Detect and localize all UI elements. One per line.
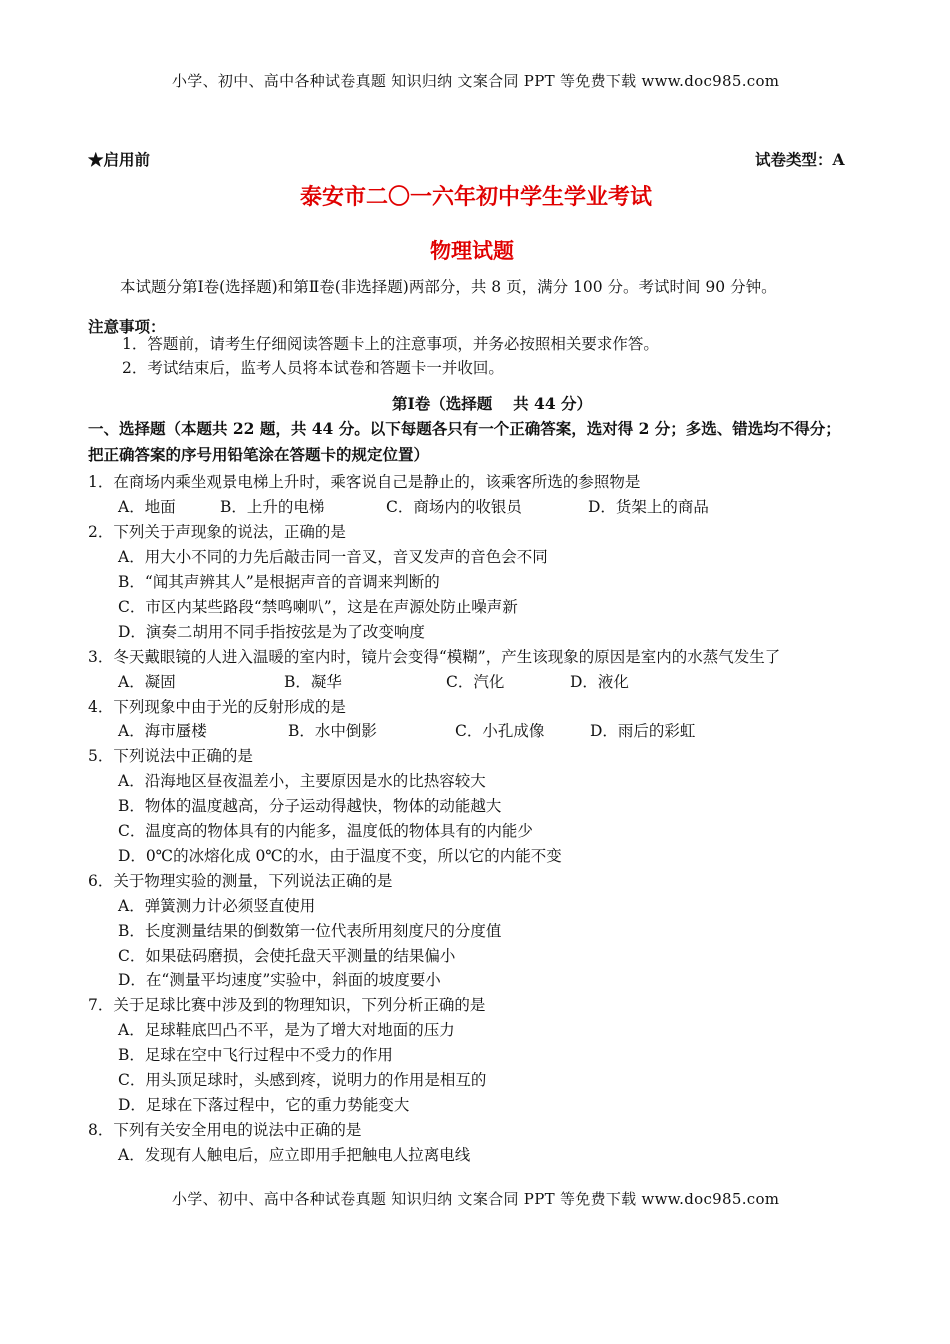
- question-stem: 8．下列有关安全用电的说法中正确的是: [88, 1121, 362, 1139]
- question-stem: 3．冬天戴眼镜的人进入温暖的室内时，镜片会变得“模糊”，产生该现象的原因是室内的水蒸气发生了: [88, 648, 781, 666]
- option: A．足球鞋底凹凸不平，是为了增大对地面的压力: [118, 1021, 455, 1039]
- option: C．汽化: [446, 673, 505, 691]
- question-stem: 7．关于足球比赛中涉及到的物理知识，下列分析正确的是: [88, 996, 486, 1014]
- option: A．凝固: [118, 673, 176, 691]
- subject-title: 物理试题: [430, 238, 514, 263]
- question-stem: 2．下列关于声现象的说法，正确的是: [88, 523, 346, 541]
- notice-item: 2．考试结束后，监考人员将本试卷和答题卡一并收回。: [122, 359, 504, 377]
- option: C．温度高的物体具有的内能多，温度低的物体具有的内能少: [118, 822, 533, 840]
- option: B．上升的电梯: [220, 498, 325, 516]
- intro-text: 本试题分第Ⅰ卷(选择题)和第Ⅱ卷(非选择题)两部分，共 8 页，满分 100 分。考试时间 90 分钟。: [120, 278, 777, 296]
- option: B．足球在空中飞行过程中不受力的作用: [118, 1046, 393, 1064]
- option: A．发现有人触电后，应立即用手把触电人拉离电线: [118, 1146, 471, 1164]
- option: C．商场内的收银员: [386, 498, 522, 516]
- option: C．如果砝码磨损，会使托盘天平测量的结果偏小: [118, 947, 456, 965]
- confidential-mark: ★启用前: [88, 150, 151, 169]
- option: A．弹簧测力计必须竖直使用: [118, 897, 316, 915]
- page-footer: 小学、初中、高中各种试卷真题 知识归纳 文案合同 PPT 等免费下载 www.doc985.com: [172, 1190, 780, 1208]
- option: D．0℃的冰熔化成 0℃的水，由于温度不变，所以它的内能不变: [118, 847, 562, 865]
- option: A．沿海地区昼夜温差小，主要原因是水的比热容较大: [118, 772, 486, 790]
- option: B．水中倒影: [288, 722, 377, 740]
- option: D．货架上的商品: [588, 498, 709, 516]
- option: D．液化: [570, 673, 629, 691]
- option: C．小孔成像: [455, 722, 545, 740]
- page-header: 小学、初中、高中各种试卷真题 知识归纳 文案合同 PPT 等免费下载 www.doc985.com: [172, 72, 780, 90]
- option: A．地面: [118, 498, 176, 516]
- option: D．在“测量平均速度”实验中，斜面的坡度要小: [118, 971, 441, 989]
- question-stem: 4．下列现象中由于光的反射形成的是: [88, 698, 346, 716]
- option: A．用大小不同的力先后敲击同一音叉，音叉发声的音色会不同: [118, 548, 548, 566]
- option: A．海市蜃楼: [118, 722, 207, 740]
- option: C．用头顶足球时，头感到疼，说明力的作用是相互的: [118, 1071, 487, 1089]
- option: C．市区内某些路段“禁鸣喇叭”，这是在声源处防止噪声新: [118, 598, 518, 616]
- option: B．凝华: [284, 673, 342, 691]
- option: D．雨后的彩虹: [590, 722, 696, 740]
- option: D．足球在下落过程中，它的重力势能变大: [118, 1096, 410, 1114]
- option: B．长度测量结果的倒数第一位代表所用刻度尺的分度值: [118, 922, 502, 940]
- part-title: 第Ⅰ卷（选择题 共 44 分）: [392, 394, 593, 413]
- section-instructions: 一、选择题（本题共 22 题，共 44 分。以下每题各只有一个正确答案，选对得 2 分；多选、错选均不得分；: [88, 419, 841, 438]
- notice-heading: 注意事项：: [88, 317, 166, 336]
- option: B．物体的温度越高，分子运动得越快，物体的动能越大: [118, 797, 502, 815]
- question-stem: 6．关于物理实验的测量，下列说法正确的是: [88, 872, 393, 890]
- question-stem: 1．在商场内乘坐观景电梯上升时，乘客说自己是静止的，该乘客所选的参照物是: [88, 473, 641, 491]
- section-instructions: 把正确答案的序号用铅笔涂在答题卡的规定位置）: [88, 445, 430, 464]
- exam-title: 泰安市二〇一六年初中学生学业考试: [300, 184, 653, 210]
- paper-type: 试卷类型：A: [755, 150, 845, 169]
- option: D．演奏二胡用不同手指按弦是为了改变响度: [118, 623, 425, 641]
- question-stem: 5．下列说法中正确的是: [88, 747, 253, 765]
- notice-item: 1．答题前，请考生仔细阅读答题卡上的注意事项，并务必按照相关要求作答。: [122, 335, 659, 353]
- option: B．“闻其声辨其人”是根据声音的音调来判断的: [118, 573, 440, 591]
